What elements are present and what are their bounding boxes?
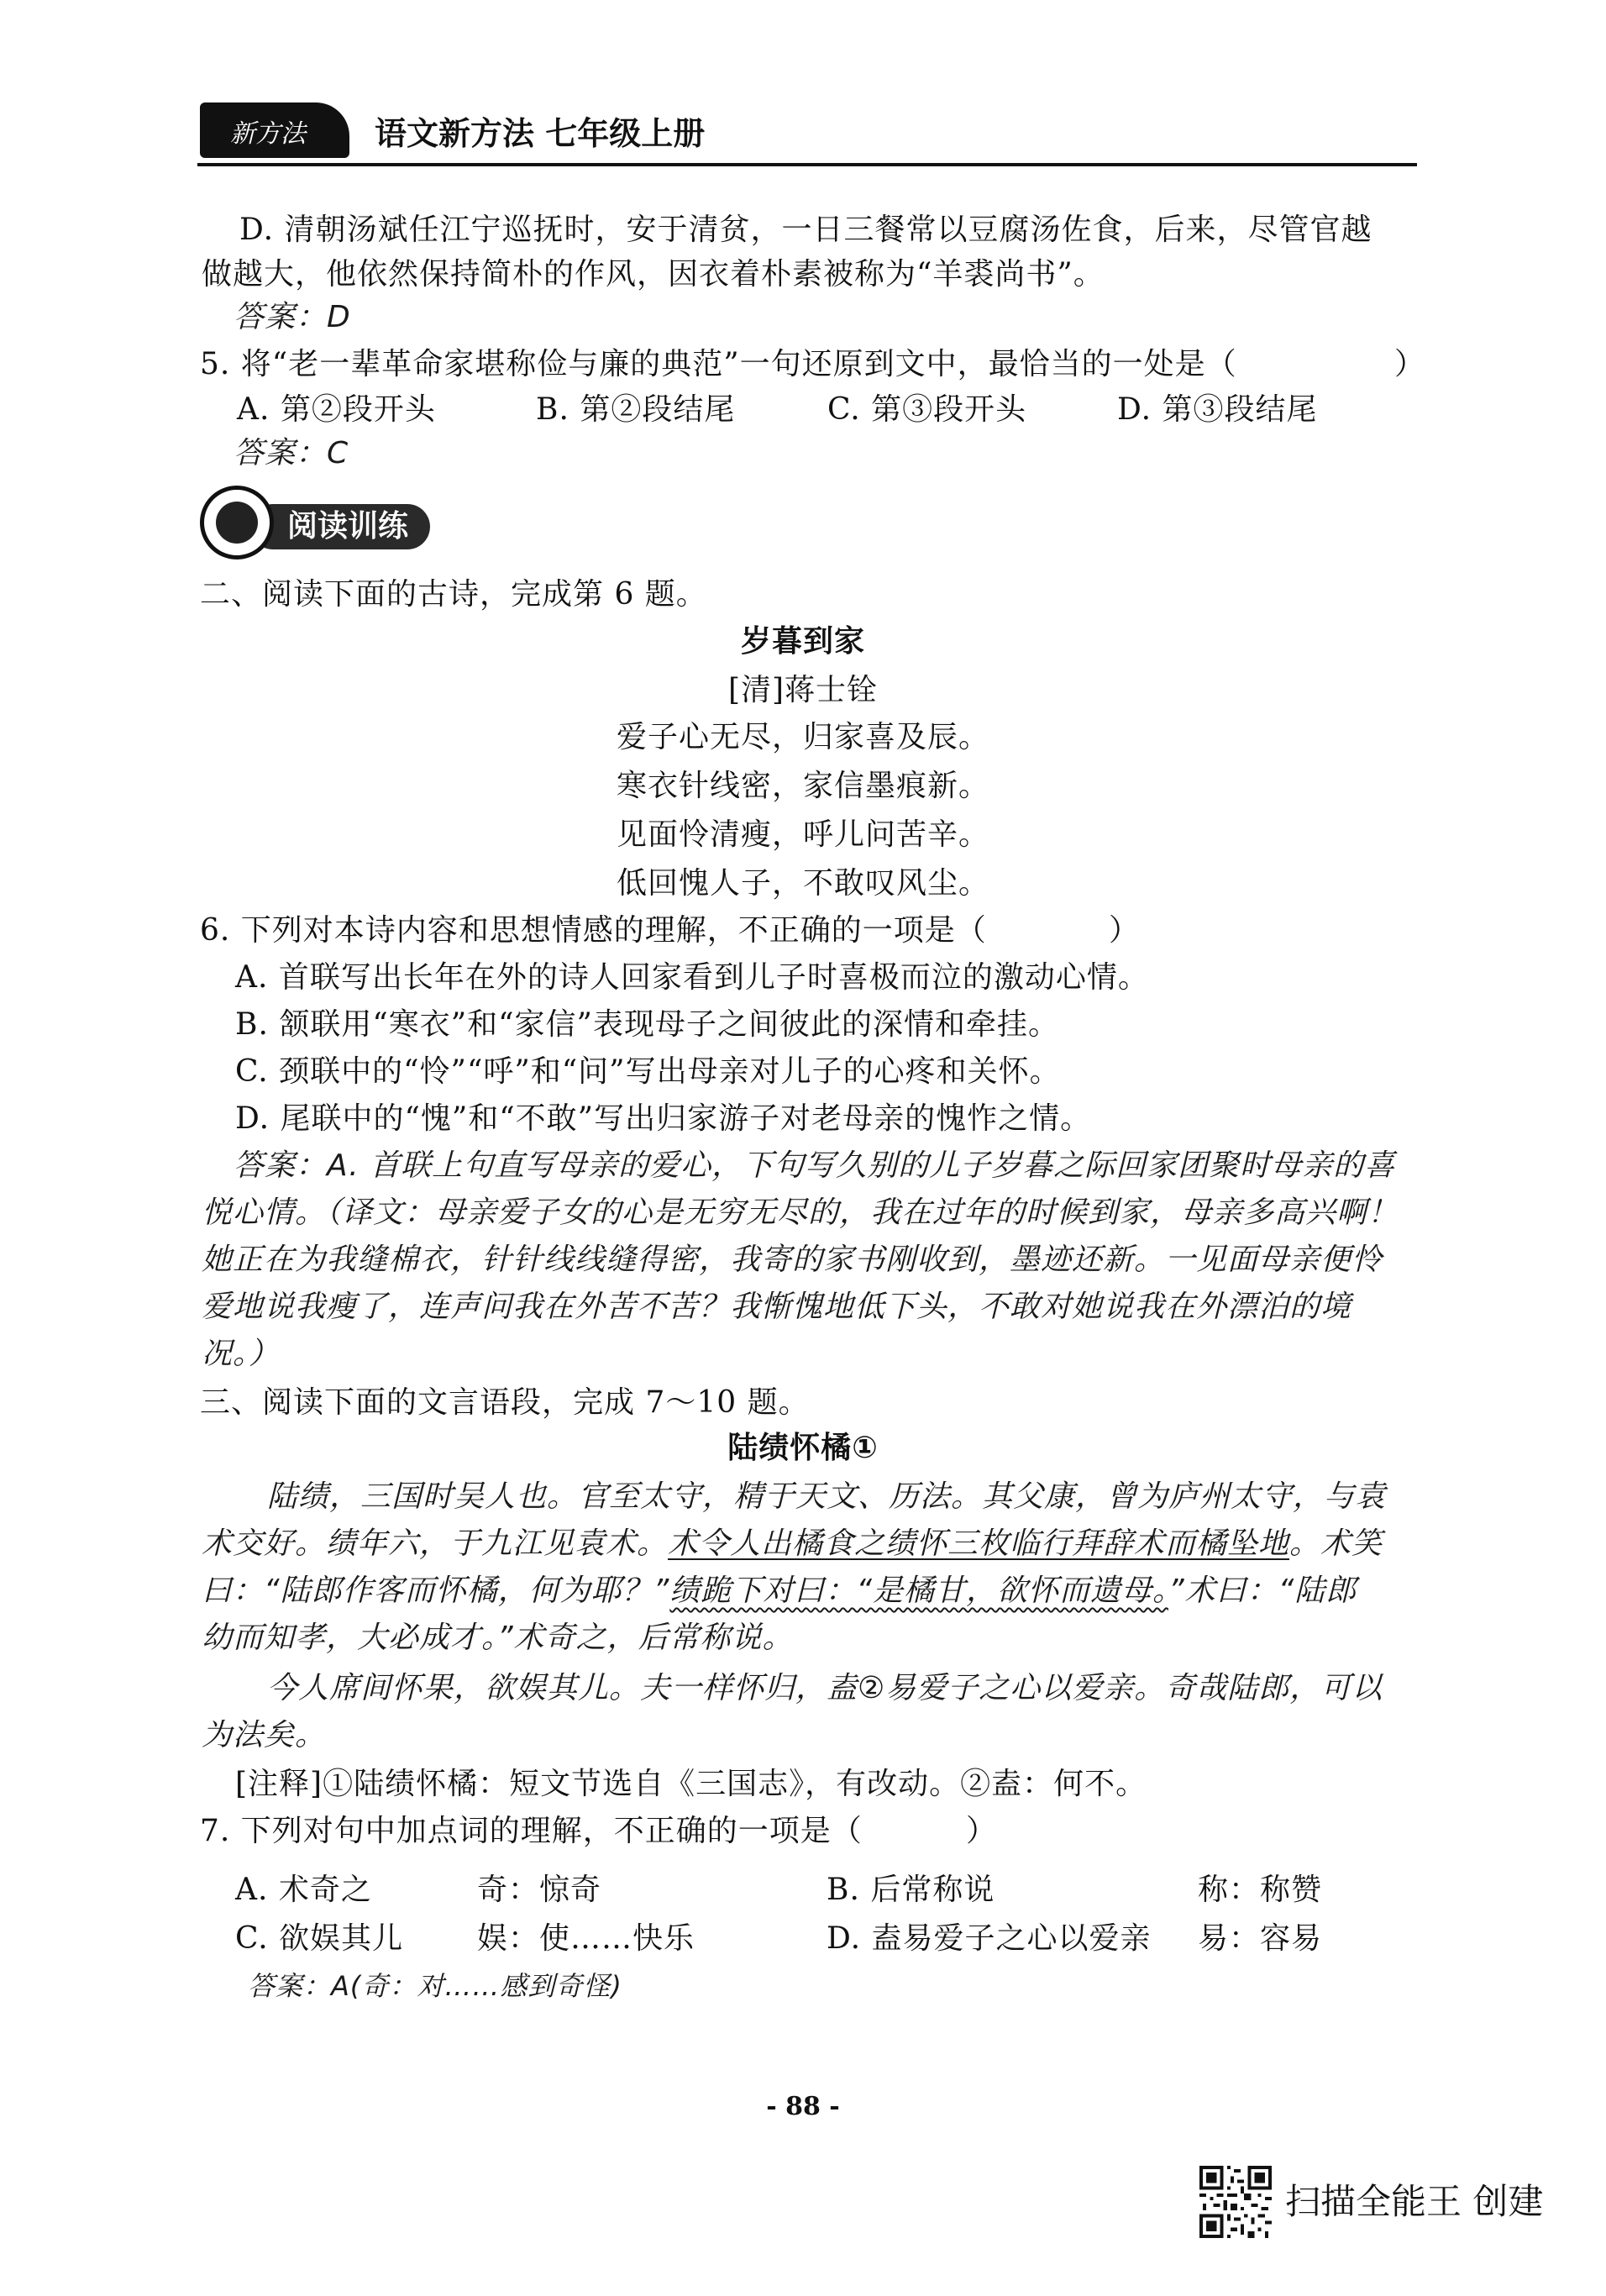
q7-answer: 答案：A(奇：对……感到奇怪) [248, 1970, 622, 2002]
q6-answer-line: 悦心情。（译文：母亲爱子女的心是无穷无尽的，我在过年的时候到家，母亲多高兴啊！ [202, 1195, 1399, 1230]
q5-option-a: A. 第②段开头 [237, 392, 436, 427]
passage-p1-line4: 幼而知孝，大必成才。”术奇之，后常称说。 [202, 1621, 794, 1655]
logo-text: 新方法 [230, 119, 306, 149]
q5-option-c: C. 第③段开头 [827, 392, 1027, 427]
q4-option-d-line1: D. 清朝汤斌任江宁巡抚时，安于清贫，一日三餐常以豆腐汤佐食，后来，尽管官越 [239, 213, 1372, 247]
passage-title: 陆绩怀橘① [727, 1431, 879, 1465]
passage-p2-line1: 今人席间怀果，欲娱其儿。夫一样怀归，盍②易爱子之心以爱亲。奇哉陆郎，可以 [267, 1671, 1383, 1705]
q7-option-b-gloss: 称：称赞 [1198, 1873, 1323, 1907]
q7-option-c-gloss: 娱：使……快乐 [477, 1921, 695, 1956]
q5-option-b: B. 第②段结尾 [536, 392, 736, 427]
passage-p1-line2 [202, 1524, 1383, 1564]
page-number: - 88 - [766, 2092, 840, 2121]
passage-p2-line2: 为法矣。 [202, 1718, 327, 1752]
book-title: 语文新方法 七年级上册 [375, 115, 706, 152]
q6-answer-line: 爱地说我瘦了，连声问我在外苦不苦？我惭愧地低下头，不敢对她说我在外漂泊的境 [202, 1290, 1352, 1324]
passage-note: [注释]①陆绩怀橘：短文节选自《三国志》，有改动。②盍：何不。 [235, 1767, 1147, 1801]
poem-line: 见面怜清瘦，呼儿问苦辛。 [616, 817, 989, 852]
q7-option-d-gloss: 易：容易 [1198, 1921, 1323, 1956]
q7-stem: 7. 下列对句中加点词的理解，不正确的一项是（ [200, 1814, 863, 1848]
q5-stem: 5. 将“老一辈革命家堪称俭与廉的典范”一句还原到文中，最恰当的一处是（ [200, 347, 1237, 381]
section-label: 阅读训练 [250, 504, 430, 549]
q5-paren-close: ） [1394, 347, 1426, 381]
poem-line: 爱子心无尽，归家喜及辰。 [616, 720, 989, 754]
badge-circle-icon [200, 486, 274, 560]
q6-stem: 6. 下列对本诗内容和思想情感的理解，不正确的一项是（ [200, 913, 987, 948]
part3-intro: 三、阅读下面的文言语段，完成 7～10 题。 [200, 1385, 810, 1420]
passage-text: ”术曰：“陆郎 [1168, 1574, 1357, 1608]
q6-answer-line: 答案：A. 首联上句直写母亲的爱心，下句写久别的儿子岁暮之际回家团聚时母亲的喜 [234, 1148, 1396, 1183]
wavy-underlined-sentence: 绩跪下对曰：“是橘甘，欲怀而遗母。 [669, 1574, 1168, 1608]
q7-option-b: B. 后常称说 [827, 1873, 995, 1907]
passage-p1-line1: 陆绩，三国时吴人也。官至太守，精于天文、历法。其父康，曾为庐州太守，与袁 [267, 1479, 1387, 1514]
q6-option: A. 首联写出长年在外的诗人回家看到儿子时喜极而泣的激动心情。 [235, 960, 1149, 995]
publisher-logo [200, 102, 349, 158]
passage-text: 曰：“陆郎作客而怀橘，何为耶？” [202, 1574, 670, 1608]
q6-option: B. 颔联用“寒衣”和“家信”表现母子之间彼此的深情和牵挂。 [235, 1007, 1059, 1042]
passage-text: 术交好。绩年六，于九江见袁术。 [202, 1526, 669, 1561]
underlined-sentence: 术令人出橘食之绩怀三枚临行拜辞术而橘坠地 [668, 1526, 1290, 1561]
part2-intro: 二、阅读下面的古诗，完成第 6 题。 [200, 577, 707, 612]
q7-option-d: D. 盍易爱子之心以爱亲 [827, 1921, 1152, 1956]
poem-line: 低回愧人子，不敢叹风尘。 [616, 866, 989, 901]
poem-line: 寒衣针线密，家信墨痕新。 [616, 769, 989, 803]
q5-option-d: D. 第③段结尾 [1117, 392, 1318, 427]
passage-text: 。术笑 [1289, 1526, 1383, 1561]
q7-option-c: C. 欲娱其儿 [235, 1921, 404, 1956]
passage-p1-line3 [202, 1571, 1357, 1611]
q6-option: C. 颈联中的“怜”“呼”和“问”写出母亲对儿子的心疼和关怀。 [235, 1054, 1061, 1089]
reading-training-badge [200, 486, 435, 561]
q6-answer-line: 她正在为我缝棉衣，针针线线缝得密，我寄的家书刚收到，墨迹还新。一见面母亲便怜 [202, 1243, 1383, 1277]
q7-option-a-gloss: 奇：惊奇 [477, 1873, 602, 1907]
q4-answer: 答案：D [234, 300, 351, 334]
poem-title: 岁暮到家 [740, 624, 865, 659]
q6-option: D. 尾联中的“愧”和“不敢”写出归家游子对老母亲的愧怍之情。 [235, 1101, 1092, 1136]
scanner-watermark: 扫描全能王 创建 [1285, 2181, 1544, 2222]
q7-option-a: A. 术奇之 [235, 1873, 372, 1907]
q6-paren-close: ） [1109, 913, 1141, 948]
q6-answer-line: 况。） [202, 1337, 281, 1371]
poem-author: [清]蒋士铨 [727, 673, 879, 707]
qr-code-icon [1199, 2166, 1272, 2238]
q7-paren-close: ） [966, 1814, 998, 1848]
q4-option-d-line2: 做越大，他依然保持简朴的作风，因衣着朴素被称为“羊裘尚书”。 [202, 257, 1105, 292]
header-divider [197, 163, 1417, 166]
q5-answer: 答案：C [234, 436, 349, 470]
